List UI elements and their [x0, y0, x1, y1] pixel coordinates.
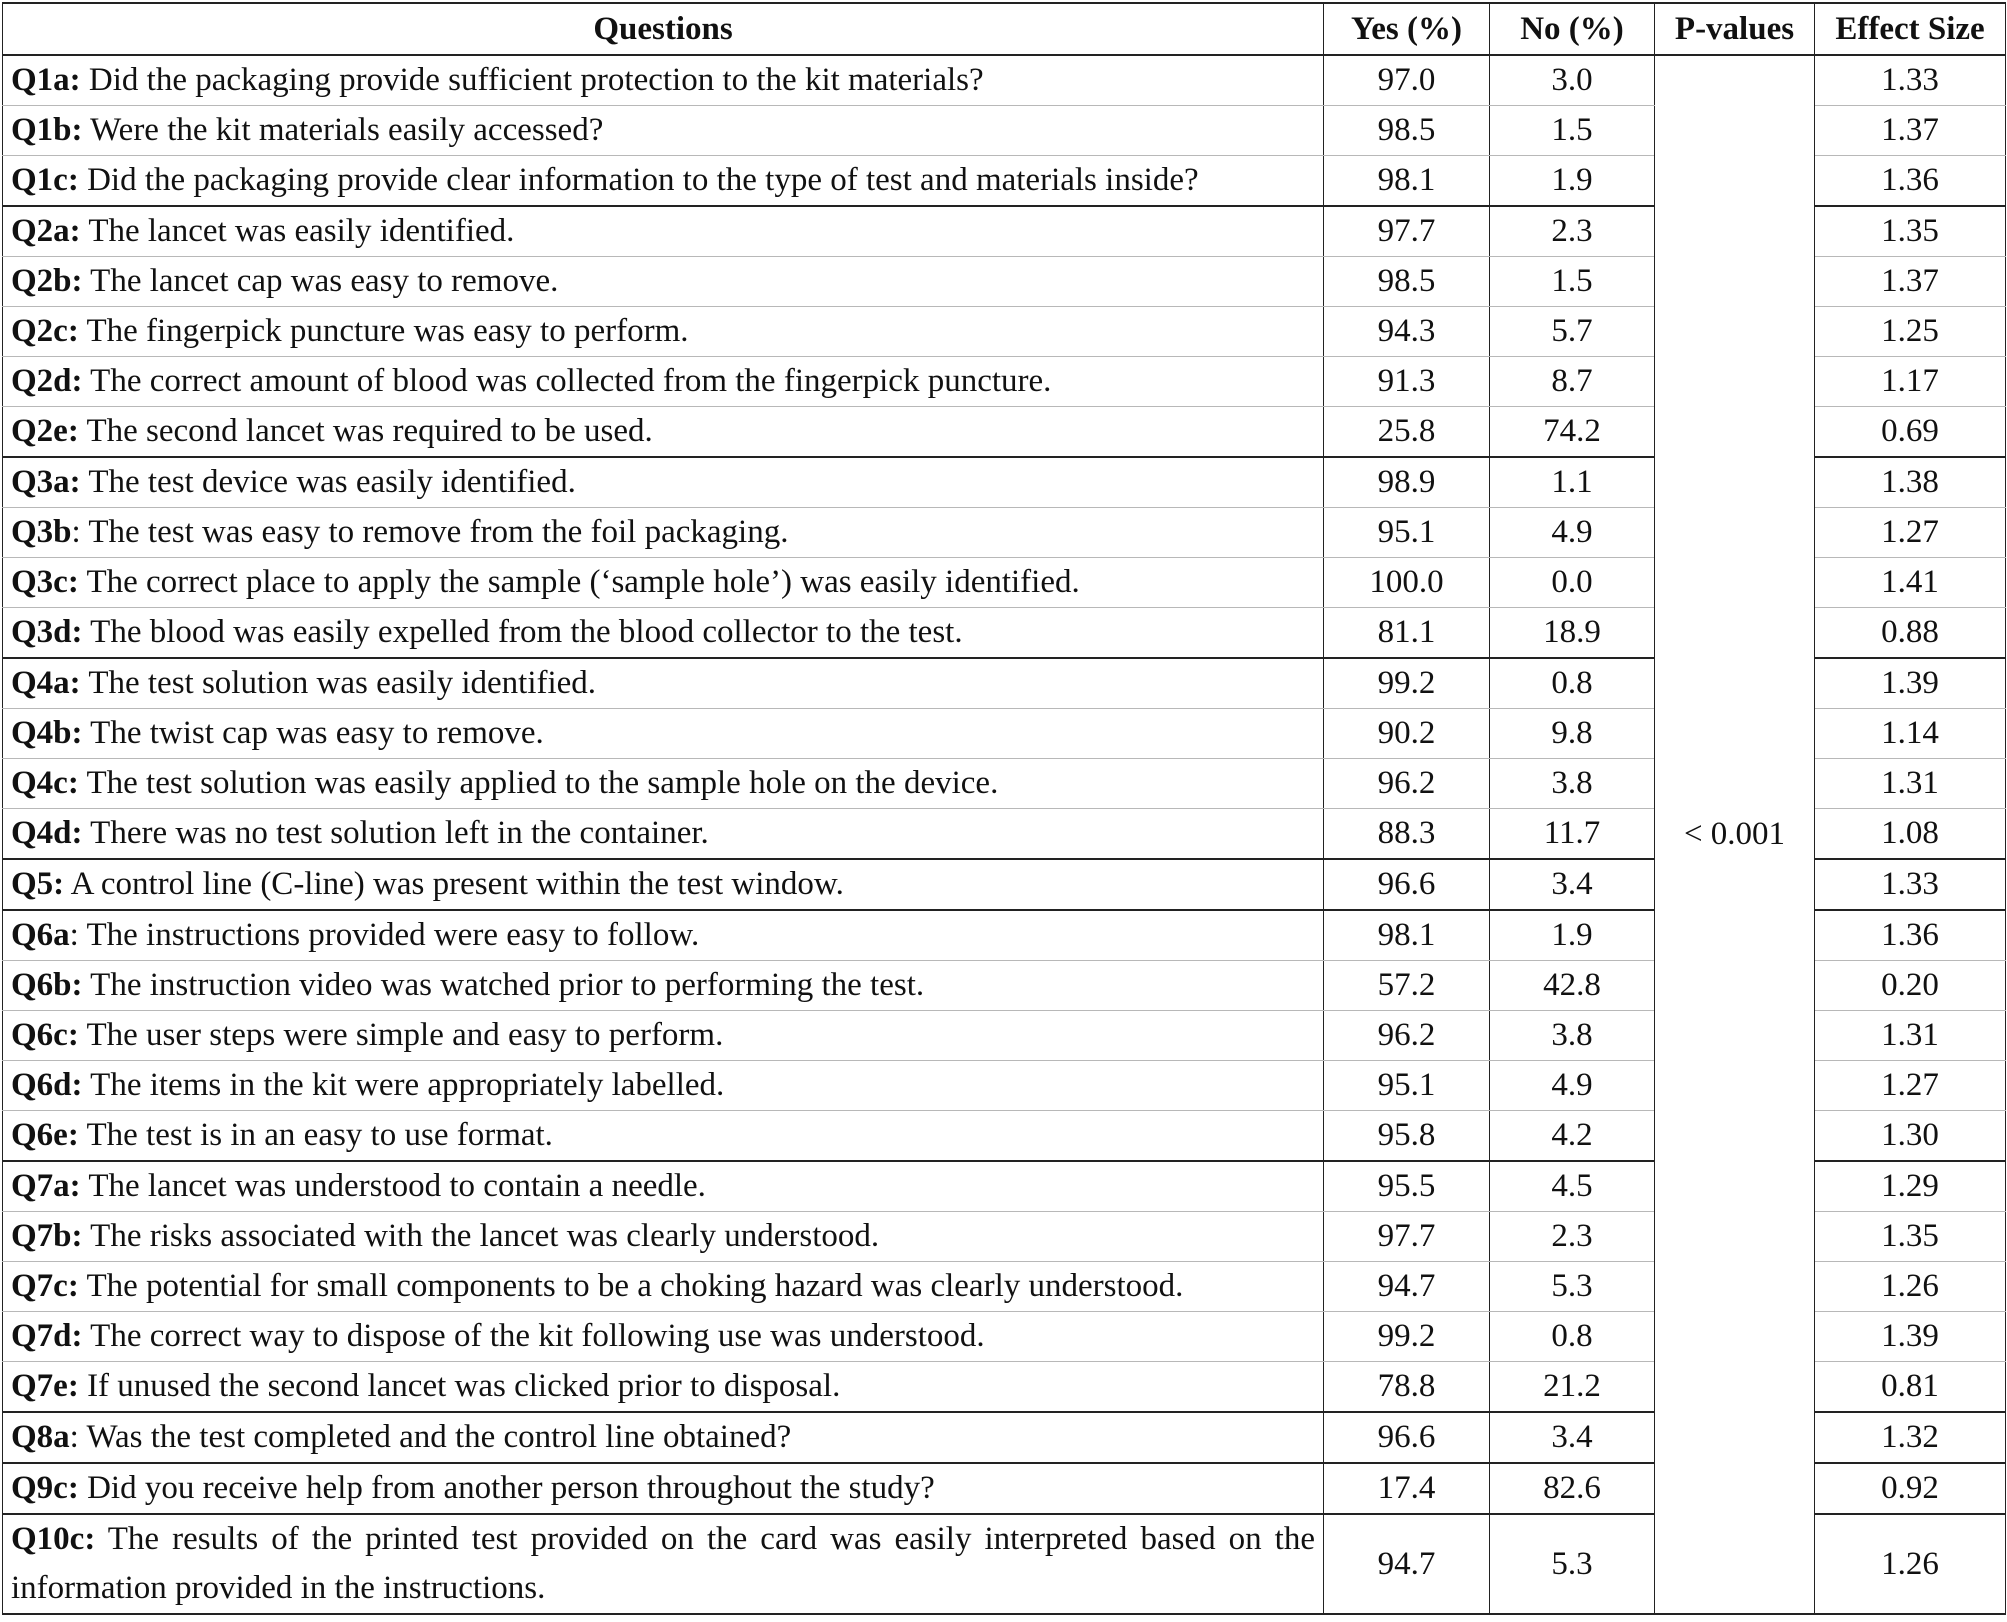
yes-percent-cell: 98.5: [1324, 106, 1490, 156]
question-text: The lancet was understood to contain a needle.: [80, 1168, 706, 1204]
question-text: The correct amount of blood was collected from the fingerpick puncture.: [82, 363, 1052, 399]
question-cell: [3, 457, 1324, 508]
question-text: The instruction video was watched prior to performing the test.: [82, 967, 925, 1003]
question-cell: [3, 910, 1324, 961]
question-text: The risks associated with the lancet was clearly understood.: [82, 1218, 880, 1254]
no-percent-cell: 3.8: [1490, 1011, 1655, 1061]
question-code: Q2a:: [11, 213, 81, 249]
question-text: The user steps were simple and easy to perform.: [78, 1017, 724, 1053]
effect-size-cell: 1.37: [1815, 106, 2006, 156]
no-percent-cell: 1.9: [1490, 156, 1655, 207]
yes-percent-cell: 95.8: [1324, 1111, 1490, 1162]
effect-size-cell: 1.26: [1815, 1514, 2006, 1614]
effect-size-cell: 1.25: [1815, 307, 2006, 357]
effect-size-cell: 1.33: [1815, 859, 2006, 910]
yes-percent-cell: 100.0: [1324, 558, 1490, 608]
no-percent-cell: 21.2: [1490, 1362, 1655, 1413]
question-text: : Was the test completed and the control line obtained?: [69, 1419, 792, 1455]
yes-percent-cell: 94.3: [1324, 307, 1490, 357]
yes-percent-cell: 98.9: [1324, 457, 1490, 508]
question-code: Q7a:: [11, 1168, 81, 1204]
question-text: A control line (C-line) was present within the test window.: [64, 866, 844, 902]
no-percent-cell: 4.9: [1490, 508, 1655, 558]
yes-percent-cell: 99.2: [1324, 658, 1490, 709]
question-cell: [3, 859, 1324, 910]
effect-size-cell: 1.36: [1815, 156, 2006, 207]
question-code: Q2e:: [11, 413, 79, 449]
yes-percent-cell: 98.1: [1324, 156, 1490, 207]
yes-percent-cell: 17.4: [1324, 1463, 1490, 1514]
effect-size-cell: 1.31: [1815, 1011, 2006, 1061]
no-percent-cell: 2.3: [1490, 1212, 1655, 1262]
yes-percent-cell: 98.5: [1324, 257, 1490, 307]
question-code: Q7d:: [11, 1318, 83, 1354]
question-code: Q3d:: [11, 614, 83, 650]
yes-percent-cell: 94.7: [1324, 1262, 1490, 1312]
effect-size-cell: 1.26: [1815, 1262, 2006, 1312]
no-percent-cell: 3.4: [1490, 1412, 1655, 1463]
no-percent-cell: 1.9: [1490, 910, 1655, 961]
question-cell: [3, 55, 1324, 106]
question-cell: [3, 106, 1324, 156]
yes-percent-cell: 97.7: [1324, 1212, 1490, 1262]
question-code: Q2b:: [11, 263, 83, 299]
yes-percent-cell: 95.5: [1324, 1161, 1490, 1212]
effect-size-cell: 1.33: [1815, 55, 2006, 106]
question-cell: [3, 1362, 1324, 1413]
effect-size-cell: 1.17: [1815, 357, 2006, 407]
question-code: Q6b:: [11, 967, 83, 1003]
question-cell: [3, 1514, 1324, 1614]
question-text: The test solution was easily applied to the sample hole on the device.: [78, 765, 999, 801]
question-code: Q4a:: [11, 665, 81, 701]
effect-size-cell: 1.35: [1815, 1212, 2006, 1262]
question-code: Q1c:: [11, 162, 79, 198]
no-percent-cell: 5.3: [1490, 1514, 1655, 1614]
question-cell: [3, 809, 1324, 860]
no-percent-cell: 9.8: [1490, 709, 1655, 759]
no-percent-cell: 4.5: [1490, 1161, 1655, 1212]
header-no: No (%): [1490, 3, 1655, 55]
yes-percent-cell: 57.2: [1324, 961, 1490, 1011]
question-text: The twist cap was easy to remove.: [82, 715, 544, 751]
header-questions: Questions: [3, 3, 1324, 55]
question-text: The second lancet was required to be used.: [78, 413, 653, 449]
question-text: The fingerpick puncture was easy to perform.: [78, 313, 689, 349]
yes-percent-cell: 96.2: [1324, 1011, 1490, 1061]
question-text: Were the kit materials easily accessed?: [82, 112, 604, 148]
yes-percent-cell: 96.2: [1324, 759, 1490, 809]
question-code: Q6e:: [11, 1117, 79, 1153]
no-percent-cell: 3.8: [1490, 759, 1655, 809]
yes-percent-cell: 95.1: [1324, 1061, 1490, 1111]
effect-size-cell: 1.08: [1815, 809, 2006, 860]
question-text: The potential for small components to be a choking hazard was clearly understood.: [78, 1268, 1184, 1304]
no-percent-cell: 3.4: [1490, 859, 1655, 910]
question-code: Q3c:: [11, 564, 79, 600]
question-text: The test solution was easily identified.: [80, 665, 597, 701]
effect-size-cell: 1.27: [1815, 1061, 2006, 1111]
no-percent-cell: 74.2: [1490, 407, 1655, 458]
survey-results-table: [2, 2, 2006, 1615]
question-code: Q5:: [11, 866, 65, 902]
question-code: Q6a: [11, 917, 70, 953]
effect-size-cell: 1.35: [1815, 206, 2006, 257]
question-code: Q7b:: [11, 1218, 83, 1254]
effect-size-cell: 1.30: [1815, 1111, 2006, 1162]
yes-percent-cell: 96.6: [1324, 1412, 1490, 1463]
question-cell: [3, 156, 1324, 207]
effect-size-cell: 0.20: [1815, 961, 2006, 1011]
question-cell: [3, 608, 1324, 659]
effect-size-cell: 1.38: [1815, 457, 2006, 508]
effect-size-cell: 0.69: [1815, 407, 2006, 458]
effect-size-cell: 0.92: [1815, 1463, 2006, 1514]
table-header-row: [3, 3, 2006, 55]
question-text: The correct place to apply the sample (‘sample hole’) was easily identified.: [78, 564, 1080, 600]
pvalue-cell: < 0.001: [1655, 55, 1815, 1614]
question-cell: [3, 1061, 1324, 1111]
question-cell: [3, 357, 1324, 407]
question-text: The blood was easily expelled from the blood collector to the test.: [82, 614, 963, 650]
question-code: Q4b:: [11, 715, 83, 751]
question-text: The test device was easily identified.: [80, 464, 576, 500]
effect-size-cell: 1.39: [1815, 658, 2006, 709]
question-code: Q9c:: [11, 1470, 79, 1506]
yes-percent-cell: 95.1: [1324, 508, 1490, 558]
question-code: Q2c:: [11, 313, 79, 349]
no-percent-cell: 1.1: [1490, 457, 1655, 508]
no-percent-cell: 0.8: [1490, 1312, 1655, 1362]
effect-size-cell: 0.81: [1815, 1362, 2006, 1413]
header-pvalues: P-values: [1655, 3, 1815, 55]
question-code: Q3a:: [11, 464, 81, 500]
question-text: The items in the kit were appropriately labelled.: [82, 1067, 725, 1103]
question-cell: [3, 709, 1324, 759]
question-cell: [3, 1212, 1324, 1262]
table-row: [3, 55, 2006, 106]
results-table-container: [2, 2, 2005, 1618]
question-cell: [3, 206, 1324, 257]
question-code: Q6c:: [11, 1017, 79, 1053]
question-code: Q8a: [11, 1419, 70, 1455]
no-percent-cell: 11.7: [1490, 809, 1655, 860]
question-code: Q2d:: [11, 363, 83, 399]
yes-percent-cell: 81.1: [1324, 608, 1490, 659]
yes-percent-cell: 99.2: [1324, 1312, 1490, 1362]
effect-size-cell: 1.29: [1815, 1161, 2006, 1212]
question-cell: [3, 1111, 1324, 1162]
effect-size-cell: 1.31: [1815, 759, 2006, 809]
question-text: If unused the second lancet was clicked prior to disposal.: [78, 1368, 841, 1404]
question-text: Did the packaging provide clear information to the type of test and materials inside?: [78, 162, 1199, 198]
yes-percent-cell: 78.8: [1324, 1362, 1490, 1413]
effect-size-cell: 1.39: [1815, 1312, 2006, 1362]
effect-size-cell: 1.36: [1815, 910, 2006, 961]
question-cell: [3, 307, 1324, 357]
yes-percent-cell: 98.1: [1324, 910, 1490, 961]
yes-percent-cell: 91.3: [1324, 357, 1490, 407]
question-text: Did the packaging provide sufficient protection to the kit materials?: [80, 62, 984, 98]
question-text: The correct way to dispose of the kit following use was understood.: [82, 1318, 985, 1354]
question-text: The test is in an easy to use format.: [78, 1117, 553, 1153]
header-yes: Yes (%): [1324, 3, 1490, 55]
yes-percent-cell: 90.2: [1324, 709, 1490, 759]
question-cell: [3, 759, 1324, 809]
yes-percent-cell: 25.8: [1324, 407, 1490, 458]
no-percent-cell: 1.5: [1490, 106, 1655, 156]
header-effect-size: Effect Size: [1815, 3, 2006, 55]
effect-size-cell: 1.27: [1815, 508, 2006, 558]
question-code: Q10c:: [11, 1521, 96, 1557]
question-code: Q1b:: [11, 112, 83, 148]
yes-percent-cell: 97.7: [1324, 206, 1490, 257]
no-percent-cell: 3.0: [1490, 55, 1655, 106]
question-cell: [3, 508, 1324, 558]
question-text: : The instructions provided were easy to follow.: [69, 917, 700, 953]
question-cell: [3, 1312, 1324, 1362]
yes-percent-cell: 96.6: [1324, 859, 1490, 910]
no-percent-cell: 1.5: [1490, 257, 1655, 307]
question-text: There was no test solution left in the container.: [82, 815, 709, 851]
question-code: Q6d:: [11, 1067, 83, 1103]
question-text: : The test was easy to remove from the foil packaging.: [71, 514, 789, 550]
question-code: Q4c:: [11, 765, 79, 801]
question-code: Q7c:: [11, 1268, 79, 1304]
no-percent-cell: 0.8: [1490, 658, 1655, 709]
effect-size-cell: 1.41: [1815, 558, 2006, 608]
question-cell: [3, 558, 1324, 608]
question-text: The lancet cap was easy to remove.: [82, 263, 559, 299]
question-text: The lancet was easily identified.: [80, 213, 515, 249]
question-cell: [3, 257, 1324, 307]
question-code: Q3b: [11, 514, 72, 550]
question-code: Q1a:: [11, 62, 81, 98]
question-cell: [3, 1463, 1324, 1514]
no-percent-cell: 42.8: [1490, 961, 1655, 1011]
question-cell: [3, 1412, 1324, 1463]
question-code: Q4d:: [11, 815, 83, 851]
effect-size-cell: 1.32: [1815, 1412, 2006, 1463]
no-percent-cell: 2.3: [1490, 206, 1655, 257]
question-cell: [3, 1011, 1324, 1061]
question-text: The results of the printed test provided on the card was easily interpreted based on the information provided in the instructions.: [11, 1521, 1315, 1606]
yes-percent-cell: 88.3: [1324, 809, 1490, 860]
no-percent-cell: 18.9: [1490, 608, 1655, 659]
no-percent-cell: 5.3: [1490, 1262, 1655, 1312]
yes-percent-cell: 97.0: [1324, 55, 1490, 106]
no-percent-cell: 82.6: [1490, 1463, 1655, 1514]
question-cell: [3, 1262, 1324, 1312]
question-cell: [3, 961, 1324, 1011]
question-code: Q7e:: [11, 1368, 79, 1404]
effect-size-cell: 0.88: [1815, 608, 2006, 659]
effect-size-cell: 1.37: [1815, 257, 2006, 307]
question-text: Did you receive help from another person throughout the study?: [78, 1470, 935, 1506]
no-percent-cell: 8.7: [1490, 357, 1655, 407]
no-percent-cell: 0.0: [1490, 558, 1655, 608]
yes-percent-cell: 94.7: [1324, 1514, 1490, 1614]
no-percent-cell: 4.2: [1490, 1111, 1655, 1162]
no-percent-cell: 5.7: [1490, 307, 1655, 357]
effect-size-cell: 1.14: [1815, 709, 2006, 759]
question-cell: [3, 1161, 1324, 1212]
question-cell: [3, 407, 1324, 458]
no-percent-cell: 4.9: [1490, 1061, 1655, 1111]
question-cell: [3, 658, 1324, 709]
